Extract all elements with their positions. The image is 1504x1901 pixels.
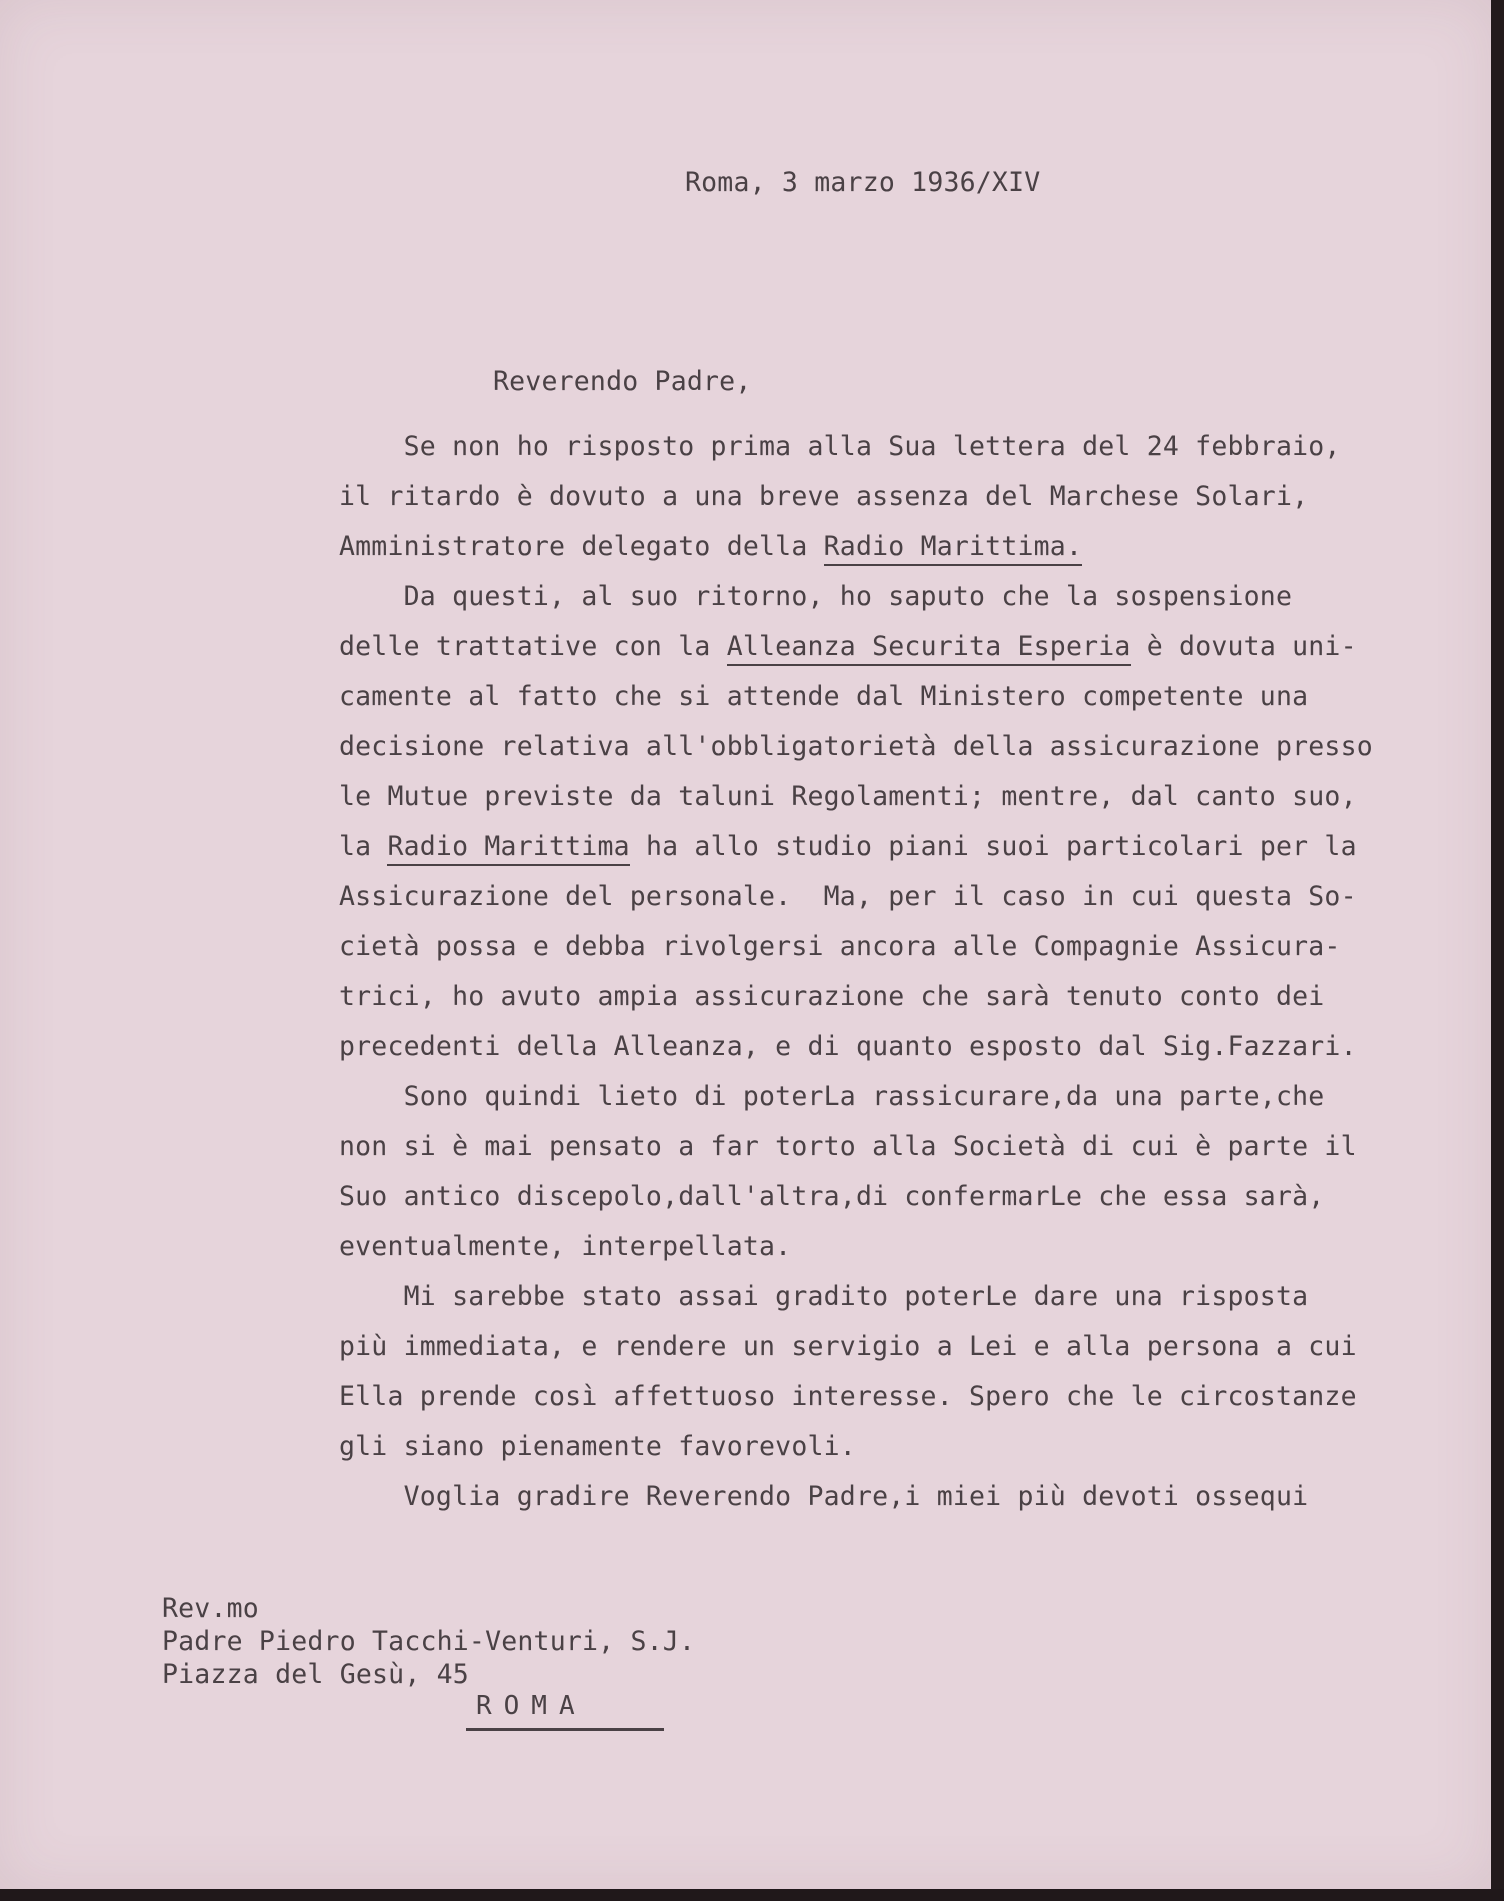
letter-date: Roma, 3 marzo 1936/XIV	[685, 167, 1041, 198]
underlined-company-name: Radio Marittima	[387, 831, 629, 866]
underlined-insurer-name: Alleanza Securita Esperia	[727, 631, 1131, 666]
paragraph-2-line-3: camente al fatto che si attende dal Ministero competente una	[339, 681, 1309, 712]
address-line-2: Padre Piedro Tacchi-Venturi, S.J.	[162, 1626, 696, 1657]
address-line-1: Rev.mo	[162, 1593, 259, 1624]
address-line-3: Piazza del Gesù, 45	[162, 1659, 469, 1690]
paragraph-2-text: ha allo studio piani suoi particolari per la	[629, 831, 1357, 862]
salutation: Reverendo Padre,	[493, 366, 752, 397]
paragraph-2-line-4: decisione relativa all'obbligatorietà della assicurazione presso	[339, 731, 1373, 762]
paragraph-1-line-2: il ritardo è dovuto a una breve assenza del Marchese Solari,	[339, 481, 1309, 512]
paragraph-3-line-3: Suo antico discepolo,dall'altra,di confermarLe che essa sarà,	[339, 1181, 1325, 1212]
paragraph-1-text: Amministratore delegato della	[339, 531, 824, 562]
paragraph-2-line-10: precedenti della Alleanza, e di quanto esposto dal Sig.Fazzari.	[339, 1031, 1357, 1062]
paragraph-4-line-1: Mi sarebbe stato assai gradito poterLe dare una risposta	[339, 1281, 1309, 1312]
address-city-underline	[466, 1728, 664, 1731]
paragraph-1-line-3	[339, 529, 1449, 565]
paragraph-2-line-7: Assicurazione del personale. Ma, per il caso in cui questa So-	[339, 881, 1357, 912]
paragraph-2-line-6	[339, 829, 1449, 865]
paragraph-2-line-2	[339, 629, 1449, 665]
paragraph-3-line-1: Sono quindi lieto di poterLa rassicurare,da una parte,che	[339, 1081, 1325, 1112]
paragraph-2-line-1: Da questi, al suo ritorno, ho saputo che la sospensione	[339, 581, 1293, 612]
paragraph-3-line-4: eventualmente, interpellata.	[339, 1231, 792, 1262]
scan-edge-bottom	[0, 1889, 1504, 1901]
paragraph-2-line-8: cietà possa e debba rivolgersi ancora alle Compagnie Assicura-	[339, 931, 1341, 962]
paragraph-1-line-1: Se non ho risposto prima alla Sua lettera del 24 febbraio,	[339, 431, 1341, 462]
underlined-company-name: Radio Marittima.	[824, 531, 1082, 566]
paragraph-2-text: la	[339, 831, 388, 862]
paragraph-4-line-2: più immediata, e rendere un servigio a Lei e alla persona a cui	[339, 1331, 1357, 1362]
paragraph-4-line-4: gli siano pienamente favorevoli.	[339, 1431, 856, 1462]
paragraph-2-line-5: le Mutue previste da taluni Regolamenti; mentre, dal canto suo,	[339, 781, 1357, 812]
closing-line: Voglia gradire Reverendo Padre,i miei più devoti ossequi	[339, 1481, 1309, 1512]
scan-edge-right	[1491, 0, 1504, 1901]
paragraph-2-text: è dovuta uni-	[1130, 631, 1357, 662]
address-city: ROMA	[476, 1691, 587, 1721]
paragraph-3-line-2: non si è mai pensato a far torto alla Società di cui è parte il	[339, 1131, 1357, 1162]
paragraph-2-line-9: trici, ho avuto ampia assicurazione che sarà tenuto conto dei	[339, 981, 1325, 1012]
paragraph-4-line-3: Ella prende così affettuoso interesse. Spero che le circostanze	[339, 1381, 1357, 1412]
paragraph-2-text: delle trattative con la	[339, 631, 727, 662]
